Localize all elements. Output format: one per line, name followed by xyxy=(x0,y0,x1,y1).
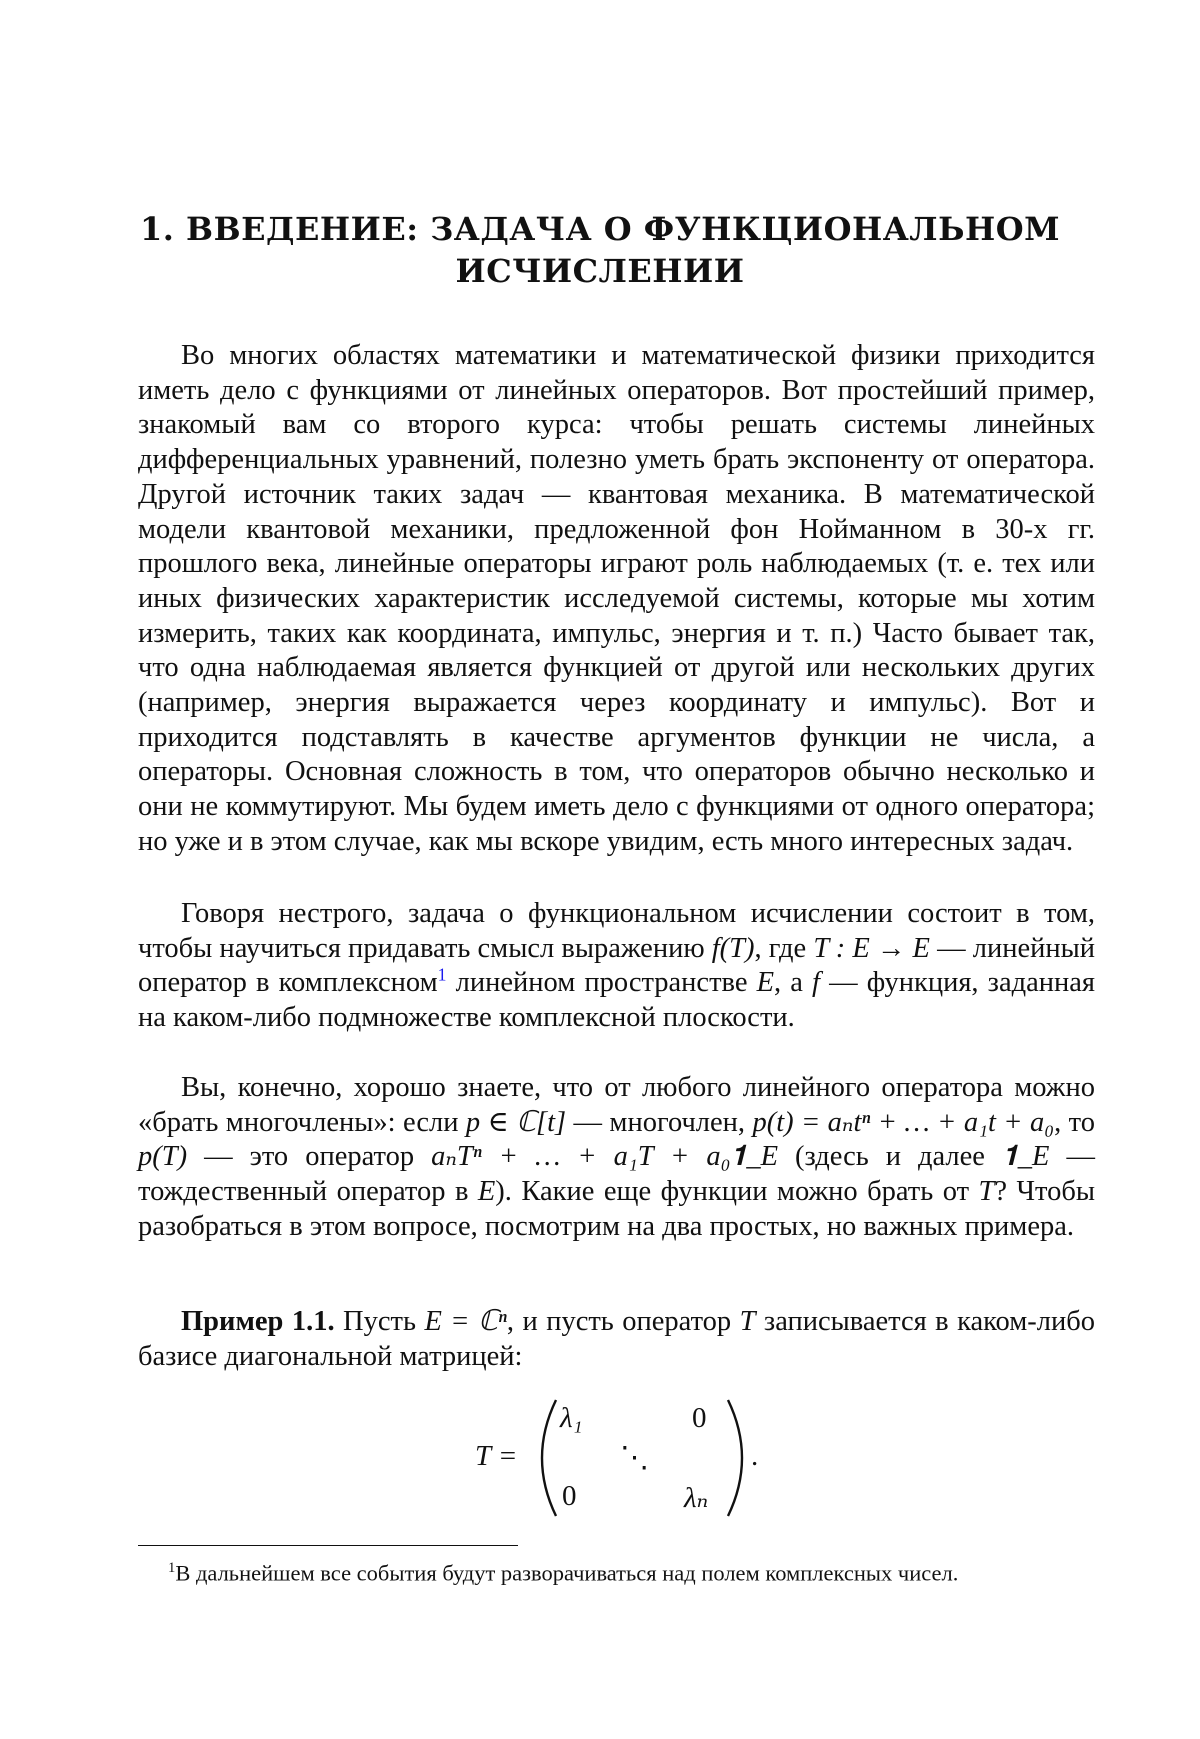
p2-text-b: , где xyxy=(755,933,814,964)
example-text xyxy=(138,1305,1095,1374)
p3-math-3: p(T) xyxy=(138,1141,187,1172)
p3-math-T: T xyxy=(979,1176,995,1207)
p3-text-c: , то xyxy=(1054,1107,1095,1138)
paragraph-1 xyxy=(138,339,1095,860)
p3-math-2: p(t) = aₙtⁿ + … + a₁t + a₀ xyxy=(752,1107,1054,1138)
section-title-line-2: ИСЧИСЛЕНИИ xyxy=(140,250,1060,292)
example-text-b: , и пусть оператор xyxy=(507,1306,740,1337)
p2-text-g: — функция, заданная на каком-либо подмножестве комплексной плоскости. xyxy=(138,967,1095,1033)
p3-text-f: — тождественный оператор в xyxy=(138,1141,1095,1207)
footnote-reference-link[interactable]: 1 xyxy=(438,965,447,985)
p3-text-g: ). Какие еще функции можно брать от xyxy=(495,1176,978,1207)
example-1-1 xyxy=(138,1305,1095,1374)
example-math-a: E = ℂⁿ xyxy=(424,1306,506,1337)
footnote xyxy=(168,1553,1098,1589)
p3-text-e: (здесь и далее xyxy=(778,1141,1002,1172)
p3-math-5: 𝟏_E xyxy=(1002,1141,1050,1172)
example-text-a: Пусть xyxy=(335,1306,425,1337)
p2-text-c: — линейный оператор в комплексном xyxy=(138,933,1095,999)
section-title xyxy=(140,208,1060,292)
left-paren xyxy=(542,1400,556,1516)
footnote-text: В дальнейшем все события будут разворачиваться над полем комплексных чисел. xyxy=(175,1561,958,1586)
p3-text-d: — это оператор xyxy=(187,1141,431,1172)
example-text-c: записывается в каком-либо базисе диагональной матрицей: xyxy=(138,1306,1095,1372)
matrix-end-period: . xyxy=(751,1440,758,1473)
section-title-line-1: 1. ВВЕДЕНИЕ: ЗАДАЧА О ФУНКЦИОНАЛЬНОМ xyxy=(140,208,1060,250)
paragraph-2 xyxy=(138,897,1095,1036)
example-math-T: T xyxy=(740,1306,756,1337)
p2-math-fT: f(T) xyxy=(712,933,755,964)
p3-text-b: — многочлен, xyxy=(566,1107,752,1138)
footnote-rule xyxy=(138,1545,518,1546)
p2-math-map: T : E → E xyxy=(813,933,930,964)
p3-math-4: aₙTⁿ + … + a₁T + a₀𝟏_E xyxy=(431,1141,778,1172)
book-page xyxy=(0,0,1200,1739)
matrix-lhs: T = xyxy=(475,1440,517,1473)
paragraph-3 xyxy=(138,1071,1095,1245)
matrix-cell-zero-bottom: 0 xyxy=(562,1480,577,1513)
p2-text-a: Говоря нестрого, задача о функциональном исчислении состоит в том, чтобы научиться придавать смысл выражению xyxy=(138,898,1095,964)
matrix-cell-lambda-n: λₙ xyxy=(684,1480,708,1515)
p2-math-f: f xyxy=(812,967,820,998)
diagonal-matrix-formula xyxy=(470,1396,770,1520)
paragraph-1-text: Во многих областях математики и математической физики приходится иметь дело с функциями от линейных операторов. Вот простейший пример, знакомый вам со второго курса: чтобы решать системы линейных дифференциальных уравнений, полезно уметь брать экспоненту от оператора. Другой источник таких задач — квантовая механика. В математической модели квантовой механики, предложенной фон Нойманном в 30-х гг. прошлого века, линейные операторы играют роль наблюдаемых (т. е. тех или иных физических характеристик исследуемой системы, которые мы хотим измерить, таких как координата, импульс, энергия и т. п.) Часто бывает так, что одна наблюдаемая является функцией от другой или нескольких других (например, энергия выражается через координату и импульс). Вот и приходится подставлять в качестве аргументов функции не числа, а операторы. Основная сложность в том, что операторов обычно несколько и они не коммутируют. Мы будем иметь дело с функциями от одного оператора; но уже и в этом случае, как мы вскоре увидим, есть много интересных задач. xyxy=(138,339,1095,860)
matrix-cell-zero-top: 0 xyxy=(692,1402,707,1435)
p3-text-h: ? Чтобы разобраться в этом вопросе, посмотрим на два простых, но важных примера. xyxy=(138,1176,1095,1242)
footnote-mark: 1 xyxy=(168,1560,175,1576)
p2-text-d: линейном пространстве xyxy=(446,967,756,998)
p3-math-1: p ∈ ℂ[t] xyxy=(466,1107,566,1138)
matrix-diagonal-dots: ⋱ xyxy=(620,1440,649,1475)
matrix-cell-lambda-1: λ₁ xyxy=(560,1402,583,1435)
p2-text-e: , а xyxy=(774,967,812,998)
p2-math-E: E xyxy=(757,967,774,998)
example-label: Пример 1.1. xyxy=(181,1306,335,1337)
p3-math-E: E xyxy=(478,1176,495,1207)
paragraph-3-text xyxy=(138,1071,1095,1245)
paragraph-2-text xyxy=(138,897,1095,1036)
right-paren xyxy=(728,1400,742,1516)
p3-text-a: Вы, конечно, хорошо знаете, что от любого линейного оператора можно «брать многочлены»: если xyxy=(138,1072,1095,1138)
